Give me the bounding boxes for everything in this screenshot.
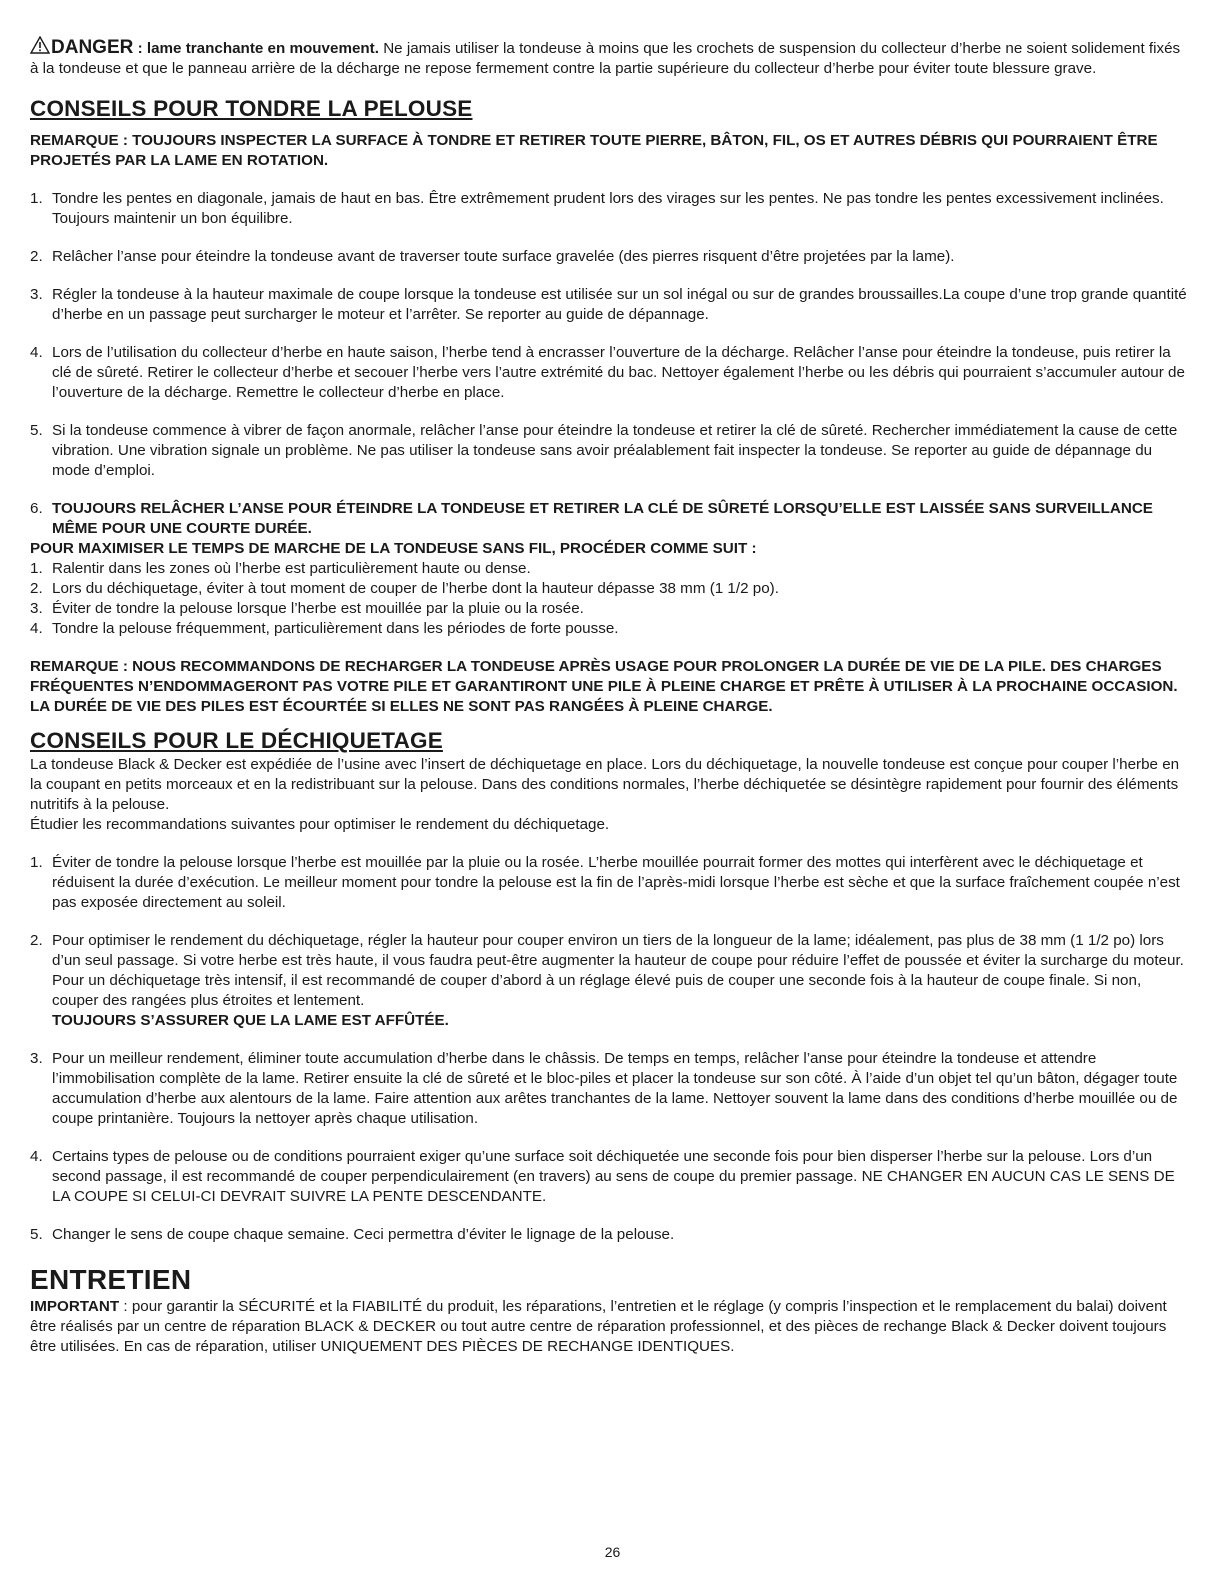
mowing-note: REMARQUE : TOUJOURS INSPECTER LA SURFACE À TONDRE ET RETIRER TOUTE PIERRE, BÂTON, FIL, OS ET AUTRES DÉBRIS QUI POURRAIENT ÊTRE PROJETÉS PAR LA LAME EN ROTATION. (30, 132, 1158, 169)
list-item: 5. Si la tondeuse commence à vibrer de façon anormale, relâcher l’anse pour éteindre la tondeuse et retirer la clé de sûreté. Rechercher immédiatement la cause de cette vibration. Une vibration signale un problème. Ne pas utiliser la tondeuse sans avoir préalablement fait inspecter la tondeuse. Se reporter au guide de dépannage du mode d’emploi. (30, 422, 1178, 479)
danger-warning (30, 36, 1190, 79)
mulching-intro: La tondeuse Black & Decker est expédiée de l’usine avec l’insert de déchiquetage en place. Lors du déchiquetage, la nouvelle tondeuse est conçue pour couper l’herbe en la coupant en petits morceaux et en la redistribuant sur la pelouse. Dans des conditions normales, l’herbe déchiquetée se désintègre rapidement pour fournir des éléments nutritifs à la pelouse. (30, 756, 1180, 813)
list-item: 5. Changer le sens de coupe chaque semaine. Ceci permettra d’éviter le lignage de la pelouse. (30, 1226, 675, 1243)
list-item: 2. Relâcher l’anse pour éteindre la tondeuse avant de traverser toute surface gravelée (des pierres risquent d’être projetées par la lame). (30, 248, 955, 265)
manual-page (30, 36, 1190, 1357)
maximize-item: 3. Éviter de tondre la pelouse lorsque l’herbe est mouillée par la pluie ou la rosée. (30, 600, 584, 617)
maximize-title: POUR MAXIMISER LE TEMPS DE MARCHE DE LA TONDEUSE SANS FIL, PROCÉDER COMME SUIT : (30, 540, 757, 557)
danger-label: : lame tranchante en mouvement. (137, 40, 379, 57)
important-label: IMPORTANT (30, 1298, 120, 1315)
maintenance-important: IMPORTANT : pour garantir la SÉCURITÉ et la FIABILITÉ du produit, les réparations, l’entretien et le réglage (y compris l’inspection et le remplacement du balai) doivent être réalisés par un centre de réparation BLACK & DECKER ou tout autre centre de réparation professionnel, et des pièces de rechange Black & Decker doivent toujours être utilisées. En cas de réparation, utiliser UNIQUEMENT DES PIÈCES DE RECHANGE IDENTIQUES. (30, 1298, 1167, 1355)
mowing-tips-title: CONSEILS POUR TONDRE LA PELOUSE (30, 96, 473, 121)
maximize-item: 2. Lors du déchiquetage, éviter à tout moment de couper de l’herbe dont la hauteur dépasse 38 mm (1 1/2 po). (30, 580, 779, 597)
danger-word: DANGER (51, 37, 134, 58)
danger-text: Ne jamais utiliser la tondeuse à moins que les crochets de suspension du collecteur d’herbe ne soient solidement fixés à la tondeuse et que le panneau arrière de la décharge ne repose fermement contre la partie supérieure du collecteur d’herbe pour éviter toute blessure grave. (30, 40, 1181, 77)
list-item: 4. Lors de l’utilisation du collecteur d’herbe en haute saison, l’herbe tend à encrasser l’ouverture de la décharge. Relâcher l’anse pour éteindre la tondeuse, puis retirer la clé de sûreté. Retirer le collecteur d’herbe et secouer l’herbe vers l’autre extrémité du bac. Nettoyer également l’herbe ou les débris qui pourraient s’accumuler autour de l’ouverture de la décharge. Remettre le collecteur d’herbe en place. (30, 344, 1185, 401)
list-item: 2. Pour optimiser le rendement du déchiquetage, régler la hauteur pour couper environ un tiers de la longueur de la lame; idéalement, pas plus de 38 mm (1 1/2 po) lors d’un seul passage. Si votre herbe est très haute, il vous faudra peut-être augmenter la hauteur de coupe pour réduire l’effet de poussée et éviter la surcharge du moteur. Pour un déchiquetage très intensif, il est recommandé de couper d’abord à un réglage élevé puis de couper une seconde fois à la hauteur de coupe finale. Si non, couper des rangées plus étroites et lentement. TOUJOURS S’ASSURER QUE LA LAME EST AFFÛTÉE. (30, 932, 1184, 1029)
mulching-intro-2: Étudier les recommandations suivantes pour optimiser le rendement du déchiquetage. (30, 816, 610, 833)
sharp-blade-reminder: TOUJOURS S’ASSURER QUE LA LAME EST AFFÛTÉE. (52, 1012, 449, 1029)
mulching-tips-title: CONSEILS POUR LE DÉCHIQUETAGE (30, 728, 443, 753)
list-item: 3. Régler la tondeuse à la hauteur maximale de coupe lorsque la tondeuse est utilisée sur un sol inégal ou sur de grandes broussailles.La coupe d’une trop grande quantité d’herbe en un passage peut surcharger le moteur et l’arrêter. Se reporter au guide de dépannage. (30, 286, 1187, 323)
maximize-item: 4. Tondre la pelouse fréquemment, particulièrement dans les périodes de forte pousse. (30, 620, 619, 637)
maintenance-title: ENTRETIEN (30, 1264, 192, 1295)
page-number: 26 (604, 1544, 621, 1560)
list-item: 1. Éviter de tondre la pelouse lorsque l’herbe est mouillée par la pluie ou la rosée. L’herbe mouillée pourrait former des mottes qui interfèrent avec le déchiquetage et réduisent la durée d’exécution. Le meilleur moment pour tondre la pelouse est la fin de l’après-midi lorsque l’herbe est sèche et que la surface fraîchement coupée n’est pas exposée directement au soleil. (30, 854, 1180, 911)
list-item: 6. TOUJOURS RELÂCHER L’ANSE POUR ÉTEINDRE LA TONDEUSE ET RETIRER LA CLÉ DE SÛRETÉ LORSQU’ELLE EST LAISSÉE SANS SURVEILLANCE MÊME POUR UNE COURTE DURÉE. (30, 500, 1153, 537)
list-item: 1. Tondre les pentes en diagonale, jamais de haut en bas. Être extrêmement prudent lors des virages sur les pentes. Ne pas tondre les pentes excessivement inclinées. Toujours maintenir un bon équilibre. (30, 190, 1164, 227)
battery-note: REMARQUE : NOUS RECOMMANDONS DE RECHARGER LA TONDEUSE APRÈS USAGE POUR PROLONGER LA DURÉE DE VIE DE LA PILE. DES CHARGES FRÉQUENTES N’ENDOMMAGERONT PAS VOTRE PILE ET GARANTIRONT UNE PILE À PLEINE CHARGE ET PRÊTE À UTILISER À LA PROCHAINE OCCASION. LA DURÉE DE VIE DES PILES EST ÉCOURTÉE SI ELLES NE SONT PAS RANGÉES À PLEINE CHARGE. (30, 658, 1178, 715)
maximize-item: 1. Ralentir dans les zones où l’herbe est particulièrement haute ou dense. (30, 560, 531, 577)
warning-triangle-icon (30, 36, 50, 54)
list-item: 3. Pour un meilleur rendement, éliminer toute accumulation d’herbe dans le châssis. De temps en temps, relâcher l’anse pour éteindre la tondeuse et attendre l’immobilisation complète de la lame. Retirer ensuite la clé de sûreté et le bloc-piles et placer la tondeuse sur son côté. À l’aide d’un objet tel qu’un bâton, dégager toute accumulation d’herbe aux alentours de la lame. Faire attention aux arêtes tranchantes de la lame. Nettoyer souvent la lame dans des conditions d’herbe mouillée ou de coupe printanière. Toujours la nettoyer après chaque utilisation. (30, 1050, 1178, 1127)
list-item: 4. Certains types de pelouse ou de conditions pourraient exiger qu’une surface soit déchiquetée une seconde fois pour bien disperser l’herbe sur la pelouse. Lors d’un second passage, il est recommandé de couper perpendiculairement (en travers) au sens de coupe du premier passage. NE CHANGER EN AUCUN CAS LE SENS DE LA COUPE SI CELUI-CI DEVRAIT SUIVRE LA PENTE DESCENDANTE. (30, 1148, 1175, 1205)
